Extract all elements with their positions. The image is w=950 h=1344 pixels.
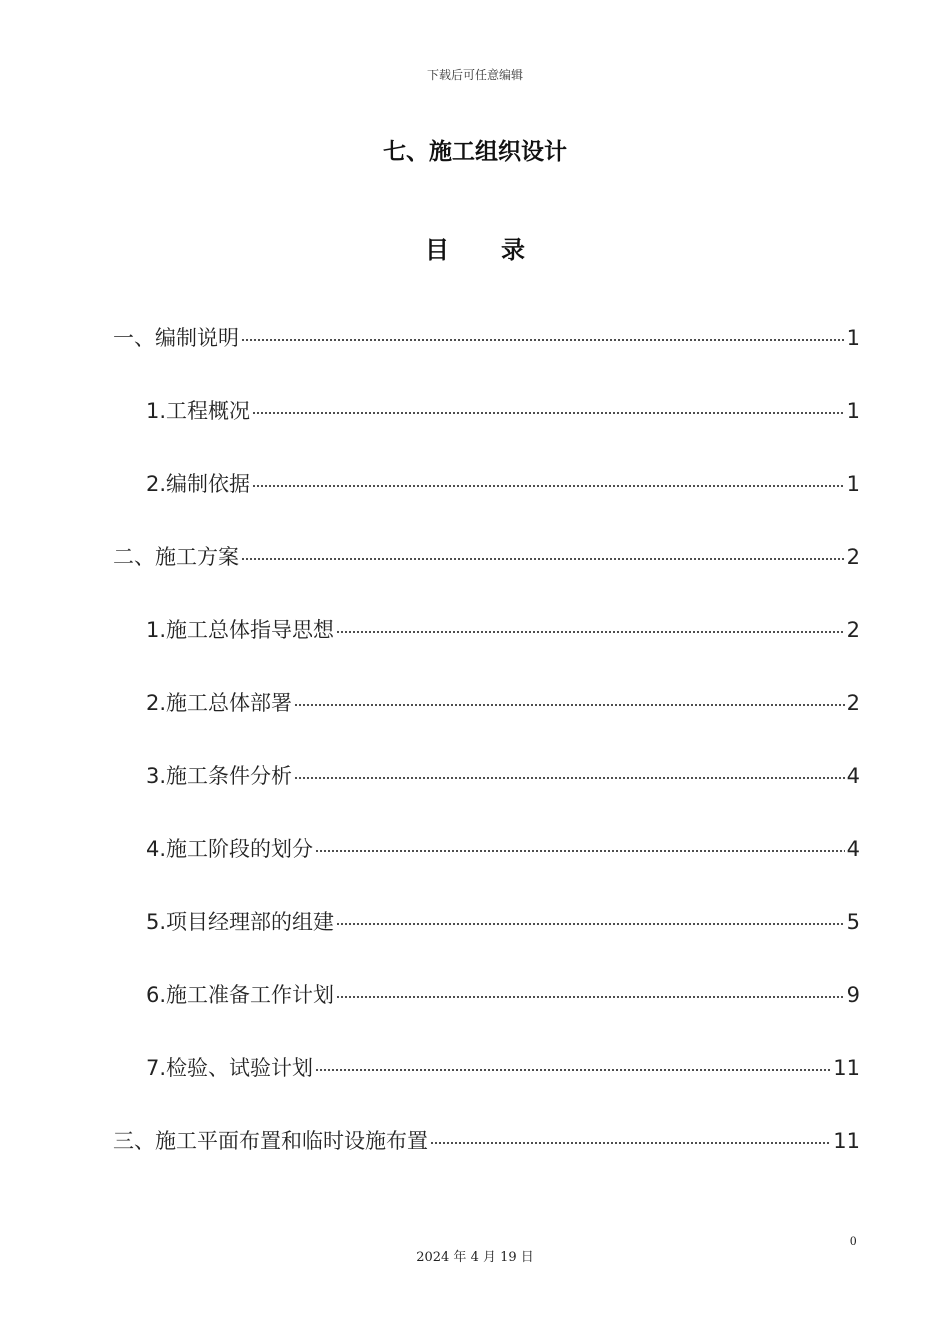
- toc-entry-page: 1: [846, 472, 860, 496]
- toc-heading: [0, 230, 950, 265]
- dot-leader: [430, 1118, 831, 1148]
- toc-entry-page: 11: [833, 1129, 860, 1153]
- toc-entry-chapter-2[interactable]: [113, 534, 860, 568]
- toc-entry-page: 1: [846, 399, 860, 423]
- toc-entry-section-1-1[interactable]: [146, 388, 860, 422]
- toc-entry-section-2-1[interactable]: [146, 607, 860, 641]
- dot-leader: [294, 753, 845, 783]
- dot-leader: [336, 899, 845, 929]
- toc-entry-section-2-2[interactable]: [146, 680, 860, 714]
- toc-heading-char-1: 目: [425, 236, 449, 264]
- toc-entry-section-2-3[interactable]: [146, 753, 860, 787]
- dot-leader: [241, 534, 845, 564]
- dot-leader: [241, 315, 845, 345]
- toc-entry-page: 9: [846, 983, 860, 1007]
- toc-entry-page: 5: [846, 910, 860, 934]
- toc-entry-section-2-5[interactable]: [146, 899, 860, 933]
- toc-entry-section-2-7[interactable]: [146, 1045, 860, 1079]
- toc-entry-page: 1: [846, 326, 860, 350]
- toc-entry-text: 2.编制依据: [146, 472, 251, 496]
- header-note: 下载后可任意编辑: [426, 68, 523, 82]
- dot-leader: [336, 972, 845, 1002]
- document-title: 七、施工组织设计: [383, 139, 567, 165]
- toc-entry-text: 1.施工总体指导思想: [146, 618, 335, 642]
- toc-entry-section-1-2[interactable]: [146, 461, 860, 495]
- toc-entry-page: 2: [846, 691, 860, 715]
- toc-entry-page: 4: [846, 837, 860, 861]
- toc-entry-chapter-1[interactable]: [113, 315, 860, 349]
- dot-leader: [294, 680, 845, 710]
- footer-date: 2024 年 4 月 19 日: [416, 1250, 534, 1265]
- toc-entry-text: 7.检验、试验计划: [146, 1056, 314, 1080]
- toc-entry-text: 1.工程概况: [146, 399, 251, 423]
- dot-leader: [252, 461, 845, 491]
- toc-entry-text: 3.施工条件分析: [146, 764, 293, 788]
- toc-entry-text: 2.施工总体部署: [146, 691, 293, 715]
- dot-leader: [336, 607, 845, 637]
- toc-entry-page: 2: [846, 545, 860, 569]
- toc-entry-section-2-6[interactable]: [146, 972, 860, 1006]
- dot-leader: [315, 1045, 831, 1075]
- toc-heading-char-2: 录: [501, 236, 525, 264]
- toc-entry-text: 4.施工阶段的划分: [146, 837, 314, 861]
- toc-entry-page: 4: [846, 764, 860, 788]
- toc-entry-text: 二、施工方案: [113, 545, 239, 569]
- toc-entry-text: 三、施工平面布置和临时设施布置: [113, 1129, 428, 1153]
- toc-entry-section-2-4[interactable]: [146, 826, 860, 860]
- toc-entry-chapter-3[interactable]: [113, 1118, 860, 1152]
- toc-entry-text: 6.施工准备工作计划: [146, 983, 335, 1007]
- toc-entry-text: 一、编制说明: [113, 326, 239, 350]
- dot-leader: [252, 388, 845, 418]
- toc-entry-text: 5.项目经理部的组建: [146, 910, 335, 934]
- toc-entry-page: 2: [846, 618, 860, 642]
- page-number: 0: [850, 1233, 857, 1248]
- dot-leader: [315, 826, 845, 856]
- toc-entry-page: 11: [833, 1056, 860, 1080]
